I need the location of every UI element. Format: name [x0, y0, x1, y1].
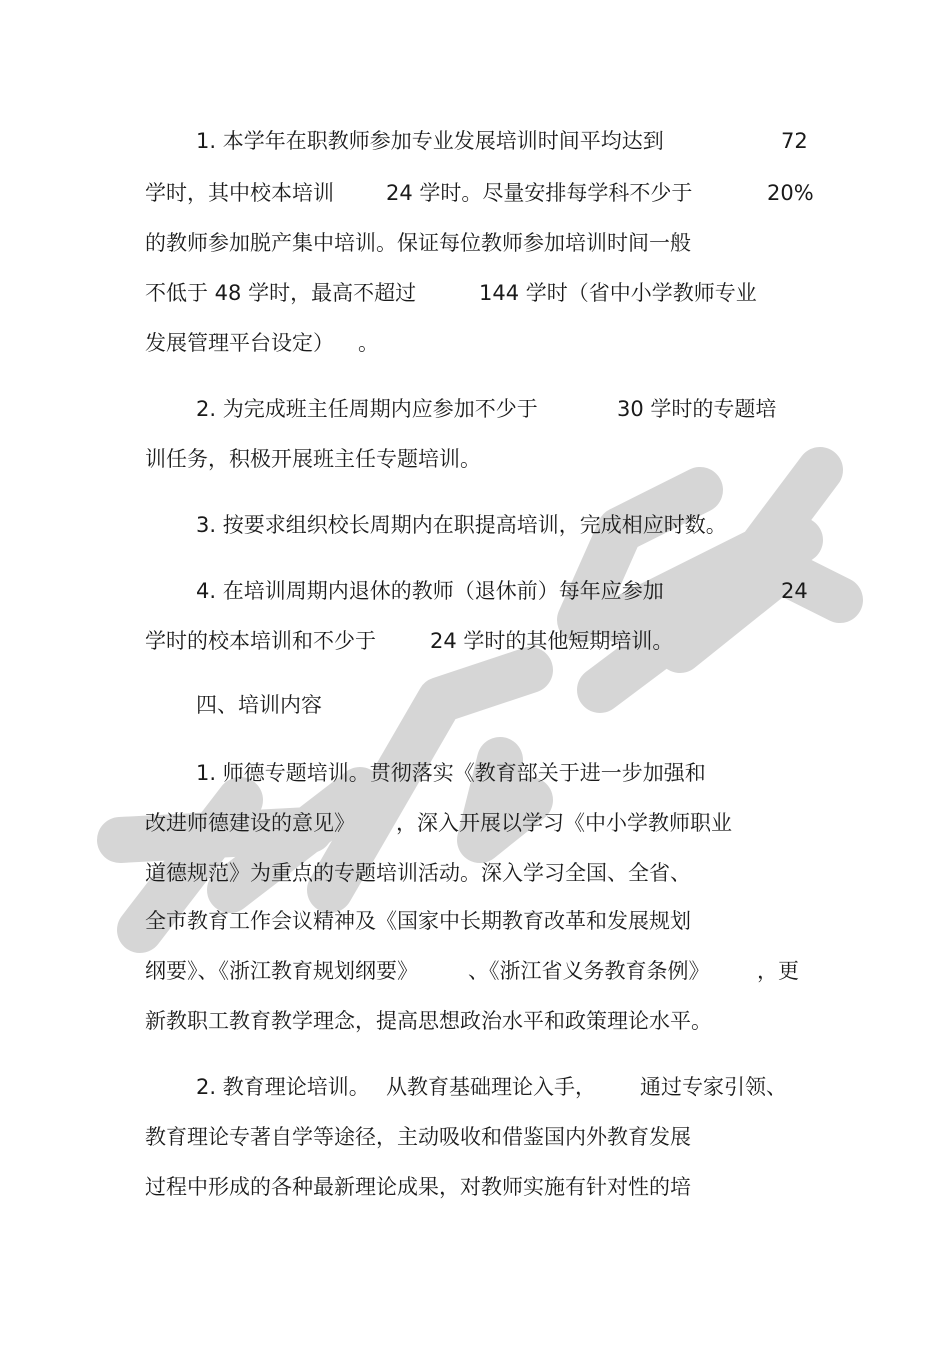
text-span: ，深入开展以学习《中小学教师职业: [396, 811, 732, 835]
text-span: 4. 在培训周期内退休的教师（退休前）每年应参加: [196, 579, 664, 603]
text-line: [0, 954, 950, 988]
text-span: 通过专家引领、: [640, 1075, 787, 1099]
text-span: 2. 教育理论培训。: [196, 1075, 370, 1099]
text-span: 教育理论专著自学等途径，主动吸收和借鉴国内外教育发展: [145, 1125, 691, 1149]
text-line: [0, 624, 950, 658]
text-span: 道德规范》为重点的专题培训活动。深入学习全国、全省、: [145, 861, 691, 885]
text-span: 。: [358, 331, 379, 355]
text-line: [0, 856, 950, 890]
text-span: 30 学时的专题培: [617, 397, 777, 421]
text-line: [0, 508, 950, 542]
text-line: [0, 1120, 950, 1154]
text-span: 2. 为完成班主任周期内应参加不少于: [196, 397, 538, 421]
text-line: [0, 124, 950, 158]
text-line: [0, 1004, 950, 1038]
text-span: 新教职工教育教学理念，提高思想政治水平和政策理论水平。: [145, 1009, 712, 1033]
section-heading: [0, 688, 950, 722]
text-span: 3. 按要求组织校长周期内在职提高培训，完成相应时数。: [196, 513, 727, 537]
text-span: 发展管理平台设定）: [145, 331, 334, 355]
text-span: 纲要》、《浙江教育规划纲要》: [145, 959, 418, 983]
text-span: 不低于 48 学时，最高不超过: [145, 281, 417, 305]
text-span: 72: [781, 129, 808, 153]
text-span: 四、培训内容: [196, 693, 322, 717]
text-span: 24 学时的其他短期培训。: [430, 629, 674, 653]
text-span: 24 学时。尽量安排每学科不少于: [386, 181, 693, 205]
text-span: 从教育基础理论入手，: [386, 1075, 596, 1099]
text-line: [0, 806, 950, 840]
text-line: [0, 326, 950, 360]
text-span: 训任务，积极开展班主任专题培训。: [145, 447, 481, 471]
text-span: ，更: [757, 959, 799, 983]
text-line: [0, 1070, 950, 1104]
text-span: 改进师德建设的意见》: [145, 811, 355, 835]
text-line: [0, 1170, 950, 1204]
text-span: 1. 本学年在职教师参加专业发展培训时间平均达到: [196, 129, 664, 153]
text-span: 学时的校本培训和不少于: [145, 629, 376, 653]
text-line: [0, 226, 950, 260]
text-line: [0, 756, 950, 790]
text-span: 、《浙江省义务教育条例》: [468, 959, 710, 983]
text-line: [0, 176, 950, 210]
text-line: [0, 392, 950, 426]
text-span: 20%: [767, 181, 814, 205]
text-line: [0, 904, 950, 938]
text-line: [0, 442, 950, 476]
text-span: 全市教育工作会议精神及《国家中长期教育改革和发展规划: [145, 909, 691, 933]
text-span: 1. 师德专题培训。贯彻落实《教育部关于进一步加强和: [196, 761, 706, 785]
text-span: 过程中形成的各种最新理论成果，对教师实施有针对性的培: [145, 1175, 691, 1199]
text-span: 144 学时（省中小学教师专业: [479, 281, 757, 305]
text-span: 学时，其中校本培训: [145, 181, 334, 205]
text-line: [0, 574, 950, 608]
text-span: 的教师参加脱产集中培训。保证每位教师参加培训时间一般: [145, 231, 691, 255]
text-line: [0, 276, 950, 310]
text-span: 24: [781, 579, 808, 603]
